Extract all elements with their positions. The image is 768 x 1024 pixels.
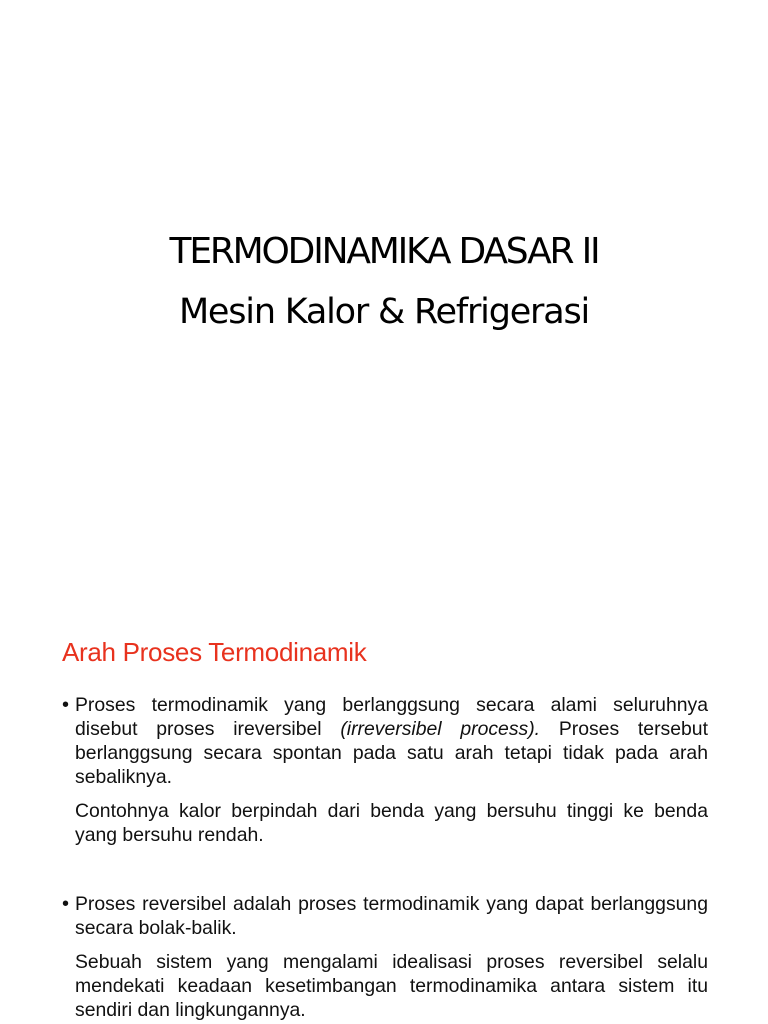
bullet-text: Proses termodinamik yang berlanggsung secara alami seluruhnya disebut proses ireversibel [75, 694, 708, 740]
title-block [0, 222, 768, 342]
section-heading: Arah Proses Termodinamik [62, 637, 367, 667]
bullet-italic-term: (irreversibel process). [340, 718, 541, 740]
bullet-icon: • [62, 694, 70, 716]
bullet-list [62, 693, 708, 1024]
content-slide [0, 580, 768, 1024]
bullet-item-irreversible [62, 693, 708, 847]
slide-title: TERMODINAMIKA DASAR II [169, 231, 599, 272]
bullet-paragraph: Proses reversibel adalah proses termodinamik yang dapat berlanggsung secara bolak-balik. [75, 893, 708, 939]
bullet-detail-paragraph: Sebuah sistem yang mengalami idealisasi proses reversibel selalu mendekati keadaan kesetimbangan termodinamika antara sistem itu sendiri dan lingkungannya. [75, 951, 708, 1021]
bullet-text-tail: Proses tersebut berlanggsung secara spontan pada satu arah tetapi tidak pada arah sebaliknya. [75, 718, 708, 788]
bullet-icon: • [62, 893, 70, 915]
bullet-item-reversible [62, 892, 708, 1022]
slide-subtitle: Mesin Kalor & Refrigerasi [178, 292, 590, 332]
bullet-example-paragraph: Contohnya kalor berpindah dari benda yang bersuhu tinggi ke benda yang bersuhu rendah. [75, 800, 708, 846]
bullet-paragraph [75, 693, 708, 789]
